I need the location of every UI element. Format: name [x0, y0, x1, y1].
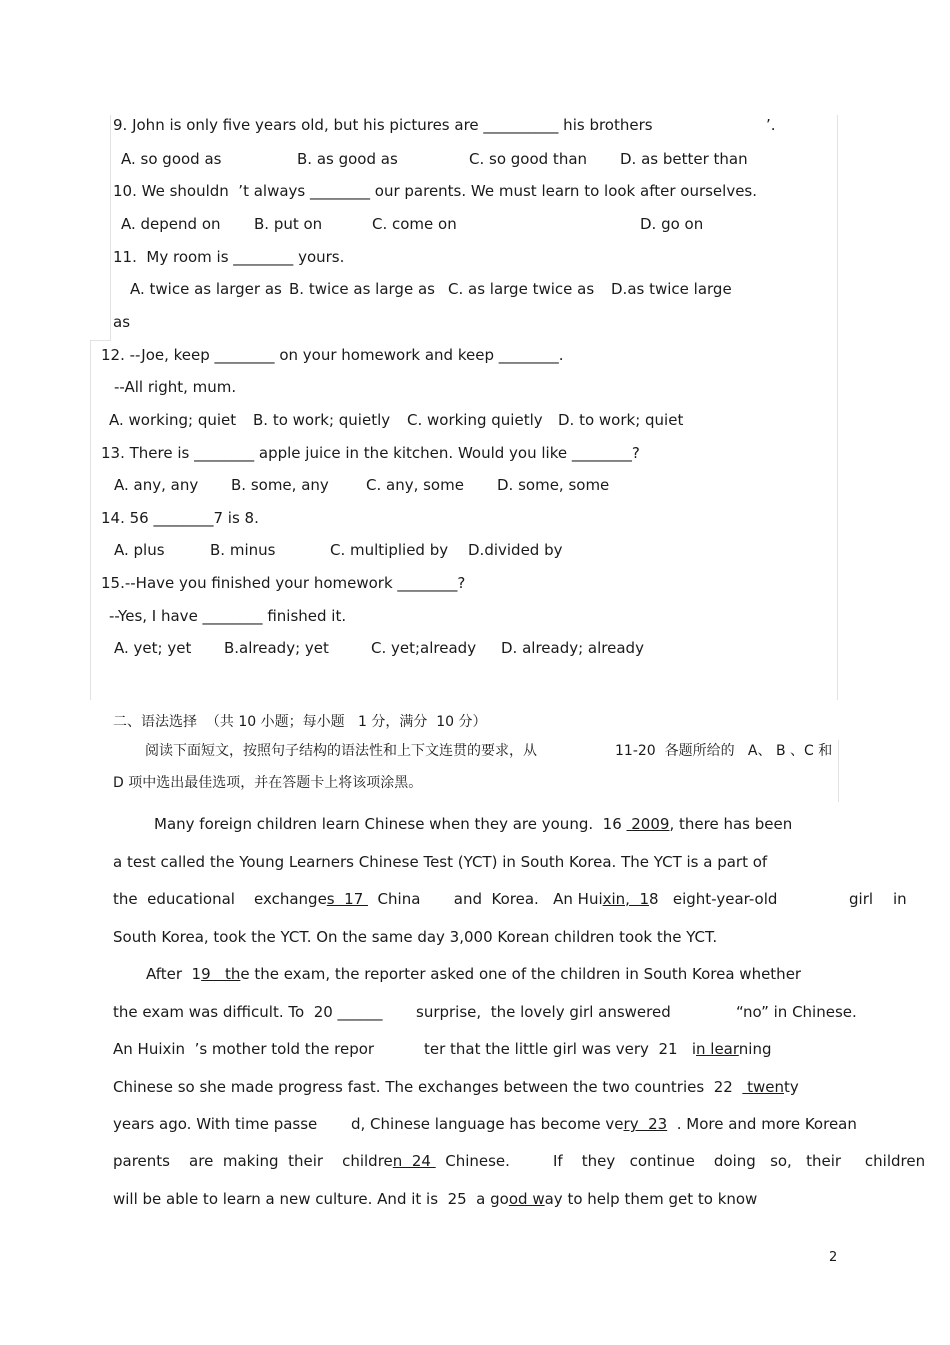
q13-option-c: C. any, some	[366, 476, 464, 494]
q14-option-d: D.divided by	[468, 541, 563, 559]
section2-instruction-c: D 项中选出最佳选项，并在答题卡上将该项涂黑。	[113, 775, 423, 791]
q11-option-a: A. twice as larger as	[130, 280, 282, 298]
page-number: 2	[829, 1250, 838, 1265]
q9-option-b: B. as good as	[297, 150, 398, 168]
scan-edge-left-bottom	[90, 340, 91, 700]
section2-heading: 二、语法选择 （共 10 小题；每小题 1 分，满分 10 分）	[113, 714, 487, 730]
q10-option-a: A. depend on	[121, 215, 221, 233]
passage-line-1: Many foreign children learn Chinese when they are young. 16 2009, there has been	[154, 815, 793, 833]
q12-reply: --All right, mum.	[114, 378, 237, 396]
passage-line-6b: surprise, the lovely girl answered	[416, 1003, 671, 1021]
q13-option-d: D. some, some	[497, 476, 610, 494]
q10-option-c: C. come on	[372, 215, 457, 233]
q11-stem: 11. My room is ________ yours.	[113, 248, 345, 266]
passage-line-3-girl: girl	[849, 890, 874, 908]
passage-line-4: South Korea, took the YCT. On the same day 3,000 Korean children took the YCT.	[113, 928, 718, 946]
q15-reply: --Yes, I have ________ finished it.	[109, 607, 347, 625]
passage-line-3: the educational exchanges 17 China and Korea. An Huixin, 18 eight-year-old	[113, 890, 778, 908]
q12-stem: 12. --Joe, keep ________ on your homework and keep ________.	[101, 346, 564, 364]
passage-line-10a: parents are making their children 24 Chinese.	[113, 1152, 510, 1170]
scan-edge-right-2	[838, 740, 839, 802]
passage-line-2: a test called the Young Learners Chinese Test (YCT) in South Korea. The YCT is a part of	[113, 853, 768, 871]
q14-stem: 14. 56 ________7 is 8.	[101, 509, 259, 527]
q9-option-d: D. as better than	[620, 150, 748, 168]
scan-edge-right	[837, 115, 838, 700]
passage-line-9b: d, Chinese language has become very 23 . More and more Korean	[351, 1115, 857, 1133]
passage-line-6a: the exam was difficult. To 20 ______	[113, 1003, 383, 1021]
q10-stem: 10. We shouldn ’t always ________ our parents. We must learn to look after ourselves.	[113, 182, 758, 200]
scan-edge-left-top	[110, 115, 111, 340]
q11-option-c: C. as large twice as	[448, 280, 595, 298]
q9-stem-end: ’.	[766, 116, 776, 134]
q14-option-c: C. multiplied by	[330, 541, 449, 559]
passage-line-10c: If they continue doing so, their children	[553, 1152, 926, 1170]
q9-stem: 9. John is only five years old, but his pictures are __________ his brothers	[113, 116, 653, 134]
passage-line-7b: ter that the little girl was very 21 in learning	[424, 1040, 772, 1058]
q13-option-b: B. some, any	[231, 476, 329, 494]
passage-line-3-in: in	[893, 890, 907, 908]
scan-edge-step	[90, 340, 111, 341]
passage-line-5: After 19 the the exam, the reporter asked one of the children in South Korea whether	[146, 965, 802, 983]
q12-option-b: B. to work; quietly	[253, 411, 391, 429]
passage-line-9a: years ago. With time passe	[113, 1115, 318, 1133]
passage-line-6c: “no” in Chinese.	[736, 1003, 857, 1021]
q14-option-a: A. plus	[114, 541, 165, 559]
q15-option-b: B.already; yet	[224, 639, 329, 657]
q12-option-a: A. working; quiet	[109, 411, 237, 429]
passage-line-11: will be able to learn a new culture. And it is 25 a good way to help them get to know	[113, 1190, 758, 1208]
q15-stem: 15.--Have you finished your homework ________?	[101, 574, 466, 592]
q9-option-c: C. so good than	[469, 150, 588, 168]
passage-line-7a: An Huixin ’s mother told the repor	[113, 1040, 375, 1058]
q11-option-d: D.as twice large	[611, 280, 732, 298]
q13-stem: 13. There is ________ apple juice in the kitchen. Would you like ________?	[101, 444, 640, 462]
q12-option-c: C. working quietly	[407, 411, 543, 429]
q11-option-b: B. twice as large as	[289, 280, 435, 298]
q9-option-a: A. so good as	[121, 150, 222, 168]
q13-option-a: A. any, any	[114, 476, 199, 494]
q14-option-b: B. minus	[210, 541, 276, 559]
q10-option-b: B. put on	[254, 215, 323, 233]
q15-option-d: D. already; already	[501, 639, 644, 657]
q15-option-a: A. yet; yet	[114, 639, 192, 657]
q10-option-d: D. go on	[640, 215, 704, 233]
section2-instruction-b: 11-20 各题所给的 A、 B 、C 和	[615, 743, 833, 759]
section2-instruction-a: 阅读下面短文，按照句子结构的语法性和上下文连贯的要求，从	[145, 743, 537, 759]
q11-option-d-wrap: as	[113, 313, 131, 331]
passage-line-8: Chinese so she made progress fast. The exchanges between the two countries 22 twenty	[113, 1078, 799, 1096]
q12-option-d: D. to work; quiet	[558, 411, 684, 429]
q15-option-c: C. yet;already	[371, 639, 477, 657]
